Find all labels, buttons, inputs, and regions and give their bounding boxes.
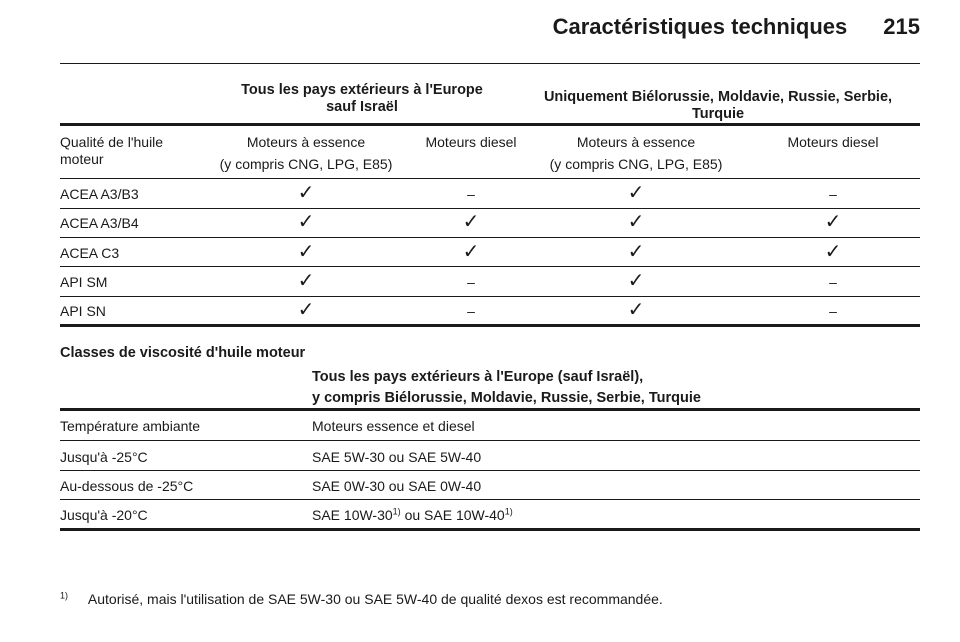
footnote (60, 591, 663, 607)
column-header-petrol-1: Moteurs à essence (246, 134, 366, 150)
table-rule (60, 296, 920, 297)
dash-icon: – (829, 274, 837, 290)
checkmark-icon: ✓ (627, 299, 645, 321)
checkmark-icon: ✓ (462, 241, 480, 263)
conjunction: ou (400, 507, 425, 523)
dash-icon: – (829, 186, 837, 202)
group-header-russia-group (544, 89, 892, 123)
dash-icon: – (467, 274, 475, 290)
viscosity-grade: SAE 10W-40 (424, 507, 505, 523)
page-header (0, 14, 920, 40)
dash-icon: – (467, 186, 475, 202)
row-temperature: Jusqu'à -25°C (60, 449, 148, 465)
checkmark-icon: ✓ (627, 241, 645, 263)
page-title: Caractéristiques techniques (552, 14, 848, 39)
column-subheader-petrol-2: (y compris CNG, LPG, E85) (549, 156, 723, 172)
row-viscosity-value (312, 449, 481, 465)
group-header-line: Turquie (691, 106, 745, 122)
footnote-text: Autorisé, mais l'utilisation de SAE 5W-30 ou SAE 5W-40 de qualité dexos est recommandée. (87, 591, 663, 607)
checkmark-icon: ✓ (627, 270, 645, 292)
footnote-marker: 1) (392, 506, 401, 517)
row-label: API SM (60, 274, 108, 290)
group-header-line: y compris Biélorussie, Moldavie, Russie, Serbie, Turquie (312, 390, 701, 406)
table-rule-thick (60, 408, 920, 411)
footnote-mark: 1) (60, 590, 69, 601)
column-header-oil-quality (60, 134, 163, 168)
table-rule (60, 178, 920, 179)
group-header-line: Tous les pays extérieurs à l'Europe (sauf Israël), (312, 369, 644, 385)
checkmark-icon: ✓ (462, 211, 480, 233)
table-rule (60, 470, 920, 471)
checkmark-icon: ✓ (297, 241, 315, 263)
page-number: 215 (883, 14, 920, 39)
viscosity-grade: SAE 5W-30 ou SAE 5W-40 (312, 449, 482, 465)
group-header-line: sauf Israël (326, 99, 398, 115)
table-rule (60, 266, 920, 267)
viscosity-grade: SAE 0W-30 ou SAE 0W-40 (312, 478, 482, 494)
table-rule-thick (60, 528, 920, 531)
table-rule (60, 208, 920, 209)
checkmark-icon: ✓ (824, 241, 842, 263)
row-viscosity-value (312, 478, 481, 494)
checkmark-icon: ✓ (627, 182, 645, 204)
column-header-temperature: Température ambiante (60, 418, 201, 434)
section-title-viscosity: Classes de viscosité d'huile moteur (60, 345, 306, 361)
checkmark-icon: ✓ (297, 211, 315, 233)
column-subheader-petrol-1: (y compris CNG, LPG, E85) (219, 156, 393, 172)
row-temperature: Au-dessous de -25°C (60, 478, 194, 494)
checkmark-icon: ✓ (297, 182, 315, 204)
checkmark-icon: ✓ (297, 299, 315, 321)
table-rule (60, 440, 920, 441)
row-label: ACEA C3 (60, 245, 120, 261)
column-header-petrol-2: Moteurs à essence (576, 134, 696, 150)
table-rule (60, 237, 920, 238)
dash-icon: – (467, 303, 475, 319)
row-label: ACEA A3/B4 (60, 215, 139, 231)
row-label: ACEA A3/B3 (60, 186, 139, 202)
group-header-line: Tous les pays extérieurs à l'Europe (241, 82, 483, 98)
table-rule-thick (60, 123, 920, 126)
table-rule (60, 499, 920, 500)
checkmark-icon: ✓ (297, 270, 315, 292)
column-header-diesel-2: Moteurs diesel (787, 134, 879, 150)
header-rule (60, 63, 920, 64)
group-header-viscosity (312, 367, 701, 409)
column-header-line: moteur (60, 151, 104, 167)
table-rule-thick (60, 324, 920, 327)
dash-icon: – (829, 303, 837, 319)
checkmark-icon: ✓ (627, 211, 645, 233)
row-viscosity-value (312, 507, 513, 523)
checkmark-icon: ✓ (824, 211, 842, 233)
row-temperature: Jusqu'à -20°C (60, 507, 148, 523)
row-label: API SN (60, 303, 106, 319)
footnote-marker: 1) (504, 506, 513, 517)
column-header-engines: Moteurs essence et diesel (312, 418, 475, 434)
group-header-outside-europe (241, 82, 483, 116)
column-header-diesel-1: Moteurs diesel (425, 134, 517, 150)
viscosity-grade: SAE 10W-30 (312, 507, 393, 523)
group-header-line: Uniquement Biélorussie, Moldavie, Russie, Serbie, (543, 89, 893, 105)
column-header-line: Qualité de l'huile (60, 134, 164, 150)
